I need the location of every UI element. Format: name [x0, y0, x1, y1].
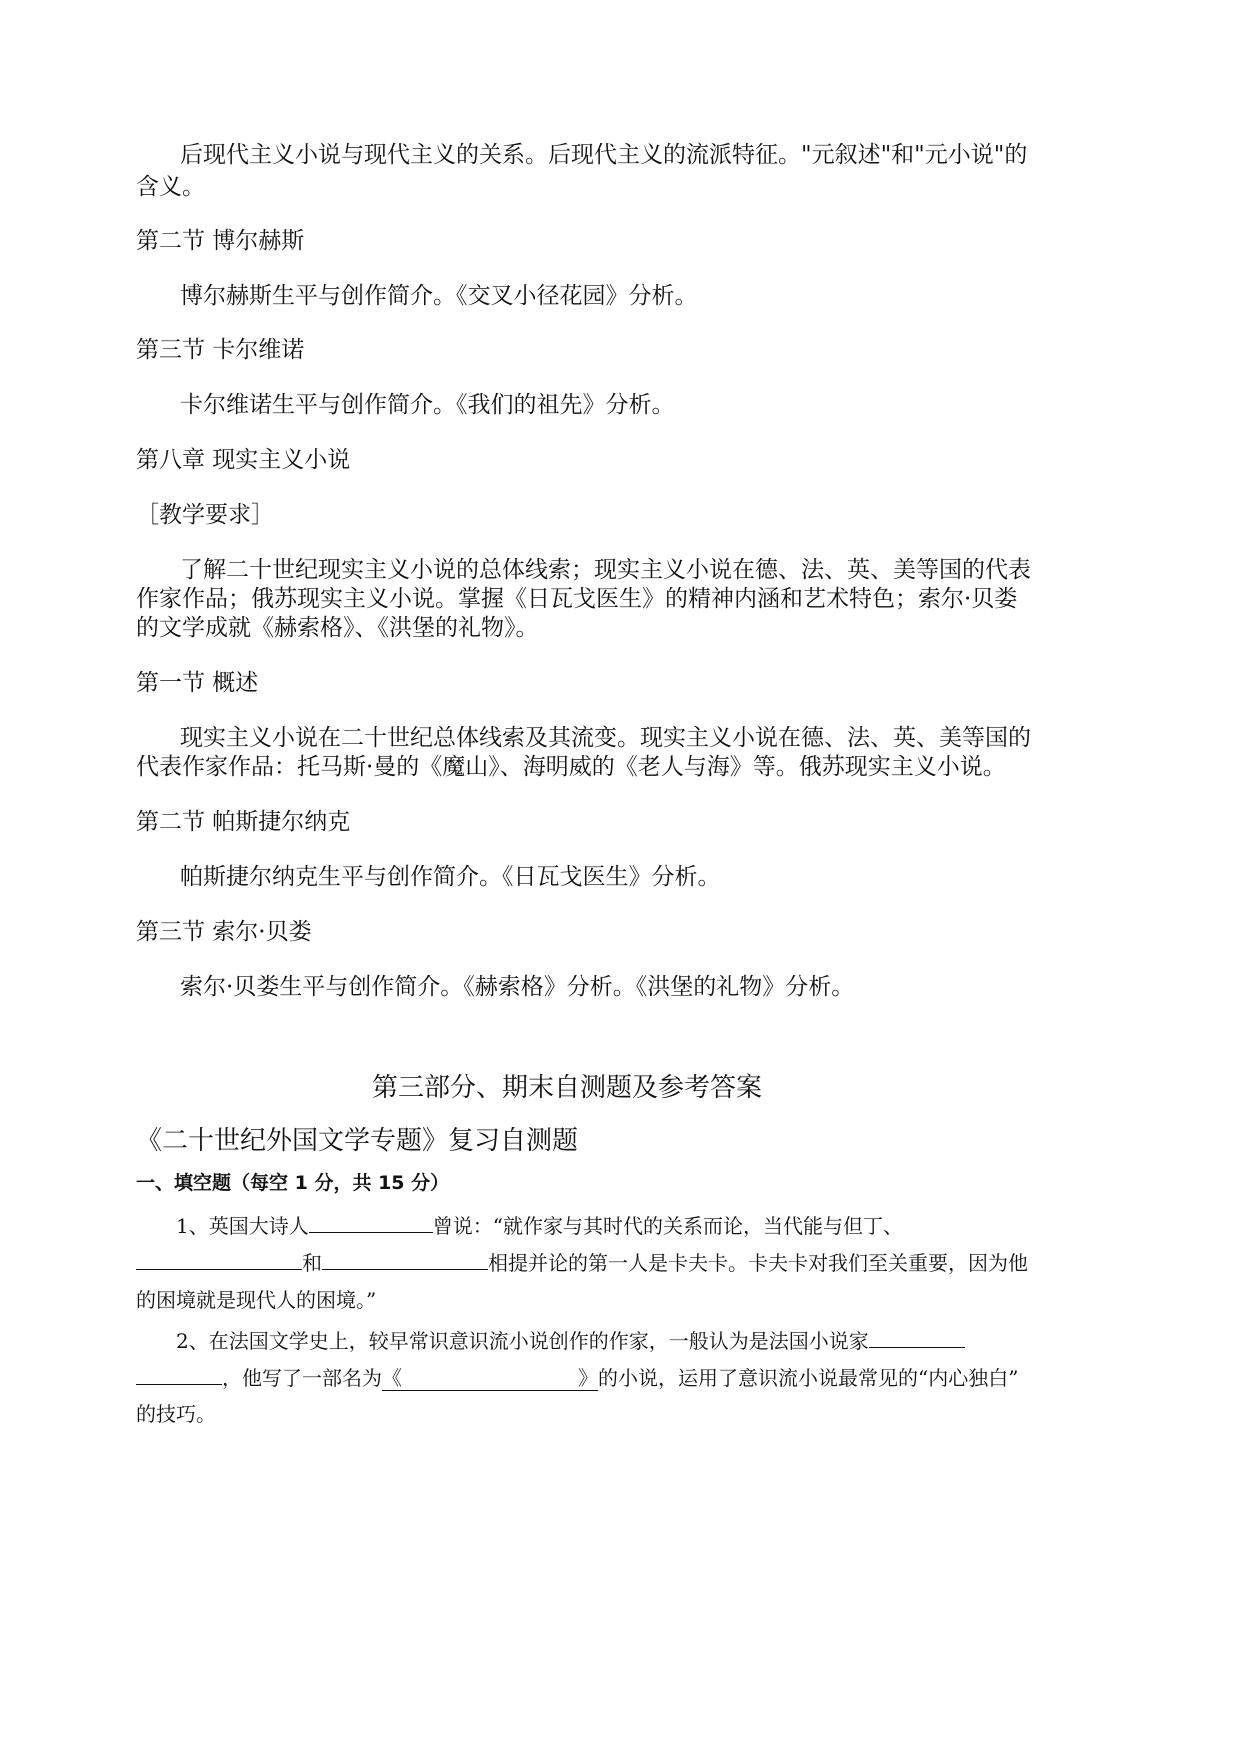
section-heading: 第二节 博尔赫斯 [136, 228, 305, 254]
part-title: 第三部分、期末自测题及参考答案 [372, 1073, 763, 1103]
answer-blank [136, 1360, 222, 1385]
chapter-heading: 第八章 现实主义小说 [136, 447, 351, 473]
question-line: 的技巧。 [136, 1402, 216, 1426]
question-line [176, 1323, 965, 1354]
question-text: 的小说，运用了意识流小说最常见的“内心独白” [598, 1366, 1019, 1390]
section-heading: 一、填空题（每空 1 分，共 15 分） [136, 1172, 450, 1194]
answer-blank [869, 1323, 965, 1348]
paragraph-line: 的文学成就《赫索格》、《洪堡的礼物》。 [136, 615, 539, 641]
requirements-label: ［教学要求］ [136, 502, 274, 528]
question-line [136, 1245, 1028, 1276]
question-text: 曾说：“就作家与其时代的关系而论，当代能与但丁、 [432, 1214, 903, 1238]
paragraph-line: 含义。 [136, 174, 205, 200]
question-text: 2、在法国文学史上，较早常识意识流小说创作的作家，一般认为是法国小说家 [176, 1329, 869, 1353]
title-blank: 《 》 [382, 1366, 598, 1390]
section-heading: 第三节 索尔·贝娄 [136, 919, 312, 945]
answer-blank [136, 1245, 302, 1270]
question-text: ，他写了一部名为 [222, 1366, 382, 1390]
question-text: 1、英国大诗人 [176, 1214, 309, 1238]
paragraph-line: 后现代主义小说与现代主义的关系。后现代主义的流派特征。"元叙述"和"元小说"的 [180, 142, 1028, 168]
question-text: 相提并论的第一人是卡夫卡。卡夫卡对我们至关重要，因为他 [488, 1251, 1028, 1275]
paragraph-line: 帕斯捷尔纳克生平与创作简介。《日瓦戈医生》分析。 [180, 864, 721, 890]
paragraph-line: 索尔·贝娄生平与创作简介。《赫索格》分析。《洪堡的礼物》分析。 [180, 974, 855, 1000]
section-heading: 第二节 帕斯捷尔纳克 [136, 809, 351, 835]
paragraph-line: 了解二十世纪现实主义小说的总体线索；现实主义小说在德、法、英、美等国的代表 [180, 557, 1031, 583]
paragraph-line: 现实主义小说在二十世纪总体线索及其流变。现实主义小说在德、法、英、美等国的 [180, 725, 1031, 751]
question-line [136, 1360, 1018, 1391]
question-text: 和 [302, 1251, 322, 1275]
paragraph-line: 博尔赫斯生平与创作简介。《交叉小径花园》分析。 [180, 283, 698, 309]
paragraph-line: 作家作品；俄苏现实主义小说。掌握《日瓦戈医生》的精神内涵和艺术特色；索尔·贝娄 [136, 586, 1018, 612]
answer-blank [309, 1208, 433, 1233]
paragraph-line: 代表作家作品：托马斯·曼的《魔山》、海明威的《老人与海》等。俄苏现实主义小说。 [136, 754, 1006, 780]
section-heading: 第一节 概述 [136, 670, 259, 696]
question-line [176, 1208, 903, 1239]
section-heading: 第三节 卡尔维诺 [136, 337, 305, 363]
answer-blank [322, 1245, 488, 1270]
part-subtitle: 《二十世纪外国文学专题》复习自测题 [136, 1126, 579, 1156]
question-line: 的困境就是现代人的困境。” [136, 1288, 377, 1312]
paragraph-line: 卡尔维诺生平与创作简介。《我们的祖先》分析。 [180, 392, 675, 418]
